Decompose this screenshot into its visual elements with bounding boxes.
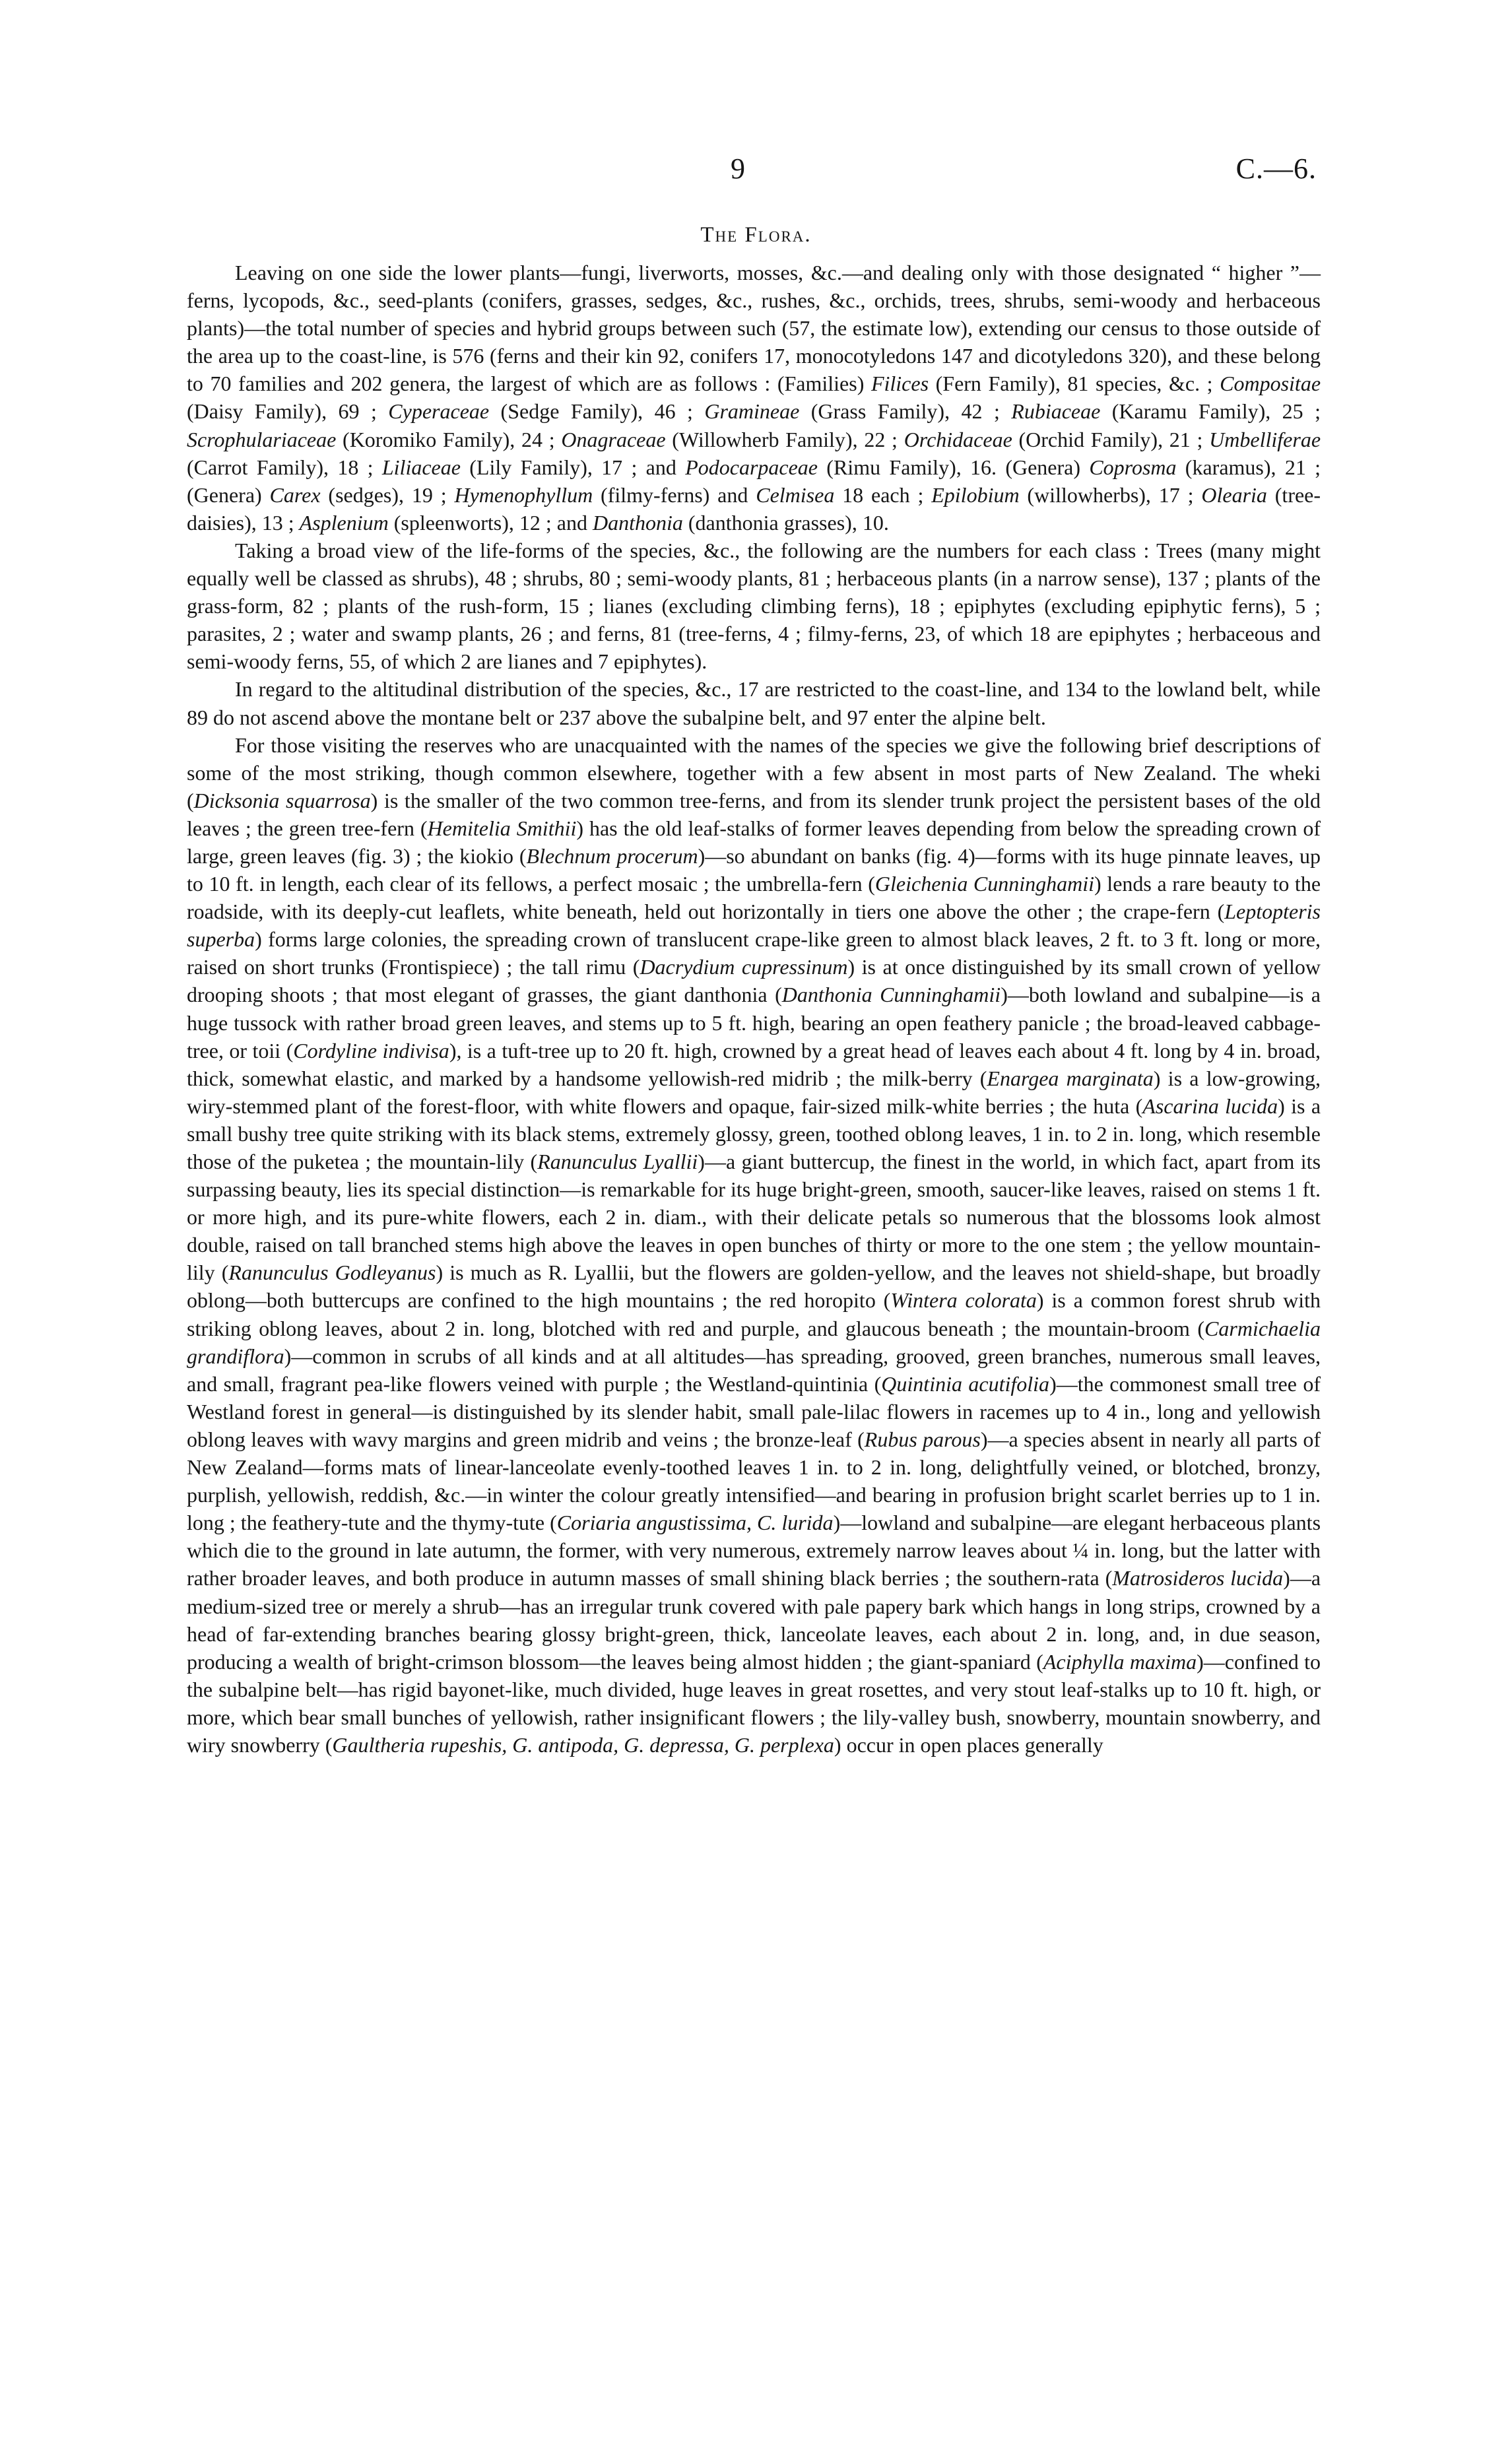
taxon-name: Dicksonia squarrosa bbox=[193, 788, 371, 812]
taxon-name: Leptopteris superba bbox=[187, 900, 1321, 952]
section-title: The Flora. bbox=[700, 223, 812, 247]
text-run: (spleenworts), 12 ; and bbox=[388, 510, 593, 535]
text-run: ) is a small bushy tree quite striking with its black stems, extremely glossy, green, toothed oblong leaves, 1 in. to 2 in. long, which resemble those of the puketea ; the mountain-lily ( bbox=[187, 1094, 1321, 1173]
taxon-name: Ranunculus Lyallii bbox=[537, 1150, 698, 1173]
text-run: )—the commonest small tree of Westland forest in general—is distinguished by its slender habit, small pale-lilac flowers in racemes up to 4 in., long and yellowish oblong leaves with wavy margins and green midrib and veins ; the bronze-leaf ( bbox=[187, 1371, 1321, 1451]
text-run: (Orchid Family), 21 ; bbox=[1012, 427, 1210, 451]
text-run: )—a species absent in nearly all parts of New Zealand—forms mats of linear-lanceolate evenly-toothed leaves 1 in. to 2 in. long, delightfully veined, or blotched, bronzy, purplish, yellowish, reddish, &c.—in winter the colour greatly intensified—and bearing in profusion bright scarlet berries up to 1 in. long ; the feathery-tute and the thymy-tute ( bbox=[187, 1427, 1321, 1535]
taxon-name: Cordyline indivisa bbox=[293, 1038, 449, 1063]
taxon-name: Umbelliferae bbox=[1209, 427, 1321, 451]
text-run: ) is the smaller of the two common tree-ferns, and from its slender trunk project the persistent bases of the old leaves ; the green tree-fern ( bbox=[187, 788, 1321, 840]
text-run: (Koromiko Family), 24 ; bbox=[336, 427, 562, 451]
text-run: For those visiting the reserves who are unacquainted with the names of the species we give the following brief descriptions of some of the most striking, though common elsewhere, together with a few absent in most parts of New Zealand. The wheki ( bbox=[187, 733, 1321, 812]
text-run: (Karamu Family), 25 ; bbox=[1100, 399, 1321, 424]
taxon-name: Epilobium bbox=[931, 482, 1020, 507]
body-text bbox=[187, 259, 1321, 1759]
text-run: ), is a tuft-tree up to 20 ft. high, crowned by a great head of leaves each about 4 ft. long by 4 in. broad, thick, somewhat elastic, and marked by a handsome yellowish-red midrib ; the milk-berry ( bbox=[187, 1038, 1321, 1090]
taxon-name: Filices bbox=[871, 372, 929, 396]
taxon-name: Gramineae bbox=[704, 399, 800, 424]
text-run: )—a giant buttercup, the finest in the world, in which fact, apart from its surpassing beauty, lies its special distinction—is remarkable for its huge bright-green, smooth, saucer-like leaves, raised on stems 1 ft. or more high, and its pure-white flowers, each 2 in. diam., with their delicate petals so numerous that the blossoms look almost double, raised on tall branched stems high above the leaves in open bunches of thirty or more to the one stem ; the yellow mountain-lily ( bbox=[187, 1150, 1321, 1285]
text-run: )—common in scrubs of all kinds and at all altitudes—has spreading, grooved, green branches, numerous small leaves, and small, fragrant pea-like flowers veined with purple ; the Westland-quintinia ( bbox=[187, 1344, 1321, 1396]
text-run: Leaving on one side the lower plants—fungi, liverworts, mosses, &c.—and dealing only with those designated “ higher ”—ferns, lycopods, &c., seed-plants (conifers, grasses, sedges, &c., rushes, &c., orchids, trees, shrubs, semi-woody and herbaceous plants)—the total number of species and hybrid groups between such (57, the estimate low), extending our census to those outside of the area up to the coast-line, is 576 (ferns and their kin 92, conifers 17, monocotyledons 147 and dicotyledons 320), and these belong to 70 families and 202 genera, the largest of which are as follows : (Families) bbox=[187, 261, 1321, 396]
taxon-name: Cyperaceae bbox=[388, 399, 490, 424]
taxon-name: Carex bbox=[269, 482, 321, 507]
paragraph-life-forms bbox=[187, 537, 1321, 675]
taxon-name: Celmisea bbox=[756, 482, 835, 507]
taxon-name: Coprosma bbox=[1089, 455, 1177, 479]
text-run: (Carrot Family), 18 ; bbox=[187, 455, 382, 479]
taxon-name: Dacrydium cupressinum bbox=[640, 955, 848, 979]
taxon-name: Onagraceae bbox=[561, 427, 666, 451]
taxon-name: Enargea marginata bbox=[987, 1066, 1154, 1090]
text-run: (filmy-ferns) and bbox=[593, 482, 756, 507]
text-run: ) lends a rare beauty to the roadside, with its deeply-cut leaflets, white beneath, held out horizontally in tiers one above the other ; the crape-fern ( bbox=[187, 872, 1321, 924]
taxon-name: Asplenium bbox=[299, 510, 389, 535]
paragraph-species-descriptions bbox=[187, 731, 1321, 1759]
text-run: )—confined to the subalpine belt—has rigid bayonet-like, much divided, huge leaves in great rosettes, and very stout leaf-stalks up to 10 ft. high, or more, which bear small bunches of yellowish, rather insignificant flowers ; the lily-valley bush, snowberry, mountain snowberry, and wiry snowberry ( bbox=[187, 1649, 1321, 1757]
text-run: Taking a broad view of the life-forms of the species, &c., the following are the numbers for each class : Trees (many might equally well be classed as shrubs), 48 ; shrubs, 80 ; semi-woody plants, 81 ; herbaceous plants (in a narrow sense), 137 ; plants of the grass-form, 82 ; plants of the rush-form, 15 ; lianes (excluding climbing ferns), 18 ; epiphytes (excluding epiphytic ferns), 5 ; parasites, 2 ; water and swamp plants, 26 ; and ferns, 81 (tree-ferns, 4 ; filmy-ferns, 23, of which 18 are epiphytes ; herbaceous and semi-woody ferns, 55, of which 2 are lianes and 7 epiphytes). bbox=[187, 538, 1321, 674]
text-run: (Sedge Family), 46 ; bbox=[489, 399, 705, 424]
document-code: C.—6. bbox=[1235, 152, 1317, 185]
taxon-name: Olearia bbox=[1201, 482, 1267, 507]
taxon-name: Aciphylla maxima bbox=[1043, 1649, 1197, 1674]
paragraph-altitudinal-distribution bbox=[187, 675, 1321, 731]
taxon-name: Scrophulariaceae bbox=[187, 427, 337, 451]
text-run: ) is a common forest shrub with striking oblong leaves, about 2 in. long, blotched with red and purple, and glaucous beneath ; the mountain-broom ( bbox=[187, 1288, 1321, 1340]
text-run: (tree-daisies), 13 ; bbox=[187, 482, 1321, 535]
taxon-name: Blechnum procerum bbox=[526, 843, 698, 868]
taxon-name: Gleichenia Cunninghamii bbox=[874, 872, 1095, 896]
taxon-name: Hemitelia Smithii bbox=[427, 816, 577, 840]
text-run: (danthonia grasses), 10. bbox=[682, 510, 889, 535]
text-run: 18 each ; bbox=[834, 482, 932, 507]
taxon-name: Rubiaceae bbox=[1011, 399, 1101, 424]
text-run: ) is a low-growing, wiry-stemmed plant of the forest-floor, with white flowers and opaque, fair-sized milk-white berries ; the huta ( bbox=[187, 1066, 1321, 1118]
text-run: (Daisy Family), 69 ; bbox=[187, 399, 389, 424]
taxon-name: Wintera colorata bbox=[890, 1288, 1037, 1313]
text-run: (Rimu Family), 16. (Genera) bbox=[818, 455, 1090, 479]
taxon-name: Compositae bbox=[1220, 372, 1321, 396]
taxon-name: Danthonia bbox=[593, 510, 683, 535]
text-run: (Grass Family), 42 ; bbox=[799, 399, 1012, 424]
taxon-name: Liliaceae bbox=[381, 455, 461, 479]
text-run: (willowherbs), 17 ; bbox=[1019, 482, 1202, 507]
taxon-name: Carmichaelia grandiflora bbox=[187, 1316, 1321, 1368]
text-run: )—a medium-sized tree or merely a shrub—has an irregular trunk covered with pale papery bark which hangs in long strips, crowned by a head of far-extending branches bearing glossy bright-green, thick, lanceolate leaves, each about 2 in. long, and, in due season, producing a wealth of bright-crimson blossom—the leaves being almost hidden ; the giant-spaniard ( bbox=[187, 1566, 1321, 1674]
text-run: (Willowherb Family), 22 ; bbox=[665, 427, 904, 451]
text-run: (Fern Family), 81 species, &c. ; bbox=[929, 372, 1220, 396]
text-run: ) has the old leaf-stalks of former leaves depending from below the spreading crown of large, green leaves (fig. 3) ; the kiokio ( bbox=[187, 816, 1321, 868]
taxon-name: Hymenophyllum bbox=[454, 482, 593, 507]
text-run: ) is at once distinguished by its small crown of yellow drooping shoots ; that most elegant of grasses, the giant danthonia ( bbox=[187, 955, 1321, 1007]
taxon-name: Podocarpaceae bbox=[685, 455, 818, 479]
page-number: 9 bbox=[731, 152, 745, 185]
paragraph-families bbox=[187, 259, 1321, 537]
text-run: ) occur in open places generally bbox=[834, 1732, 1103, 1757]
text-run: (Lily Family), 17 ; and bbox=[460, 455, 686, 479]
taxon-name: Quintinia acutifolia bbox=[881, 1371, 1050, 1396]
text-run: )—both lowland and subalpine—is a huge tussock with rather broad green leaves, and stems up to 5 ft. high, bearing an open feathery panicle ; the broad-leaved cabbage-tree, or toii ( bbox=[187, 983, 1321, 1063]
text-run: ) forms large colonies, the spreading crown of translucent crape-like green to almost black leaves, 2 ft. to 3 ft. long or more, raised on short trunks (Frontispiece) ; the tall rimu ( bbox=[187, 927, 1321, 979]
text-run: )—so abundant on banks (fig. 4)—forms with its huge pinnate leaves, up to 10 ft. in length, each clear of its fellows, a perfect mosaic ; the umbrella-fern ( bbox=[187, 843, 1321, 896]
text-run: In regard to the altitudinal distribution of the species, &c., 17 are restricted to the coast-line, and 134 to the lowland belt, while 89 do not ascend above the montane belt or 237 above the subalpine belt, and 97 enter the alpine belt. bbox=[187, 677, 1321, 729]
taxon-name: Coriaria angustissima, C. lurida bbox=[556, 1511, 834, 1535]
text-run: (sedges), 19 ; bbox=[320, 482, 455, 507]
text-run: (karamus), 21 ; (Genera) bbox=[187, 455, 1321, 507]
taxon-name: Matrosideros lucida bbox=[1112, 1566, 1284, 1590]
taxon-name: Gaultheria rupeshis, G. antipoda, G. depressa, G. perplexa bbox=[332, 1732, 834, 1757]
taxon-name: Rubus parous bbox=[864, 1427, 981, 1451]
text-run: )—lowland and subalpine—are elegant herbaceous plants which die to the ground in late autumn, the former, with very numerous, extremely narrow leaves about ¼ in. long, but the latter with rather broader leaves, and both produce in autumn masses of small shining black berries ; the southern-rata ( bbox=[187, 1511, 1321, 1590]
text-run: ) is much as R. Lyallii, but the flowers are golden-yellow, and the leaves not shield-shape, but broadly oblong—both buttercups are confined to the high mountains ; the red horopito ( bbox=[187, 1260, 1321, 1313]
taxon-name: Orchidaceae bbox=[904, 427, 1012, 451]
taxon-name: Danthonia Cunninghamii bbox=[781, 983, 1001, 1007]
taxon-name: Ranunculus Godleyanus bbox=[228, 1260, 436, 1285]
taxon-name: Ascarina lucida bbox=[1142, 1094, 1278, 1118]
